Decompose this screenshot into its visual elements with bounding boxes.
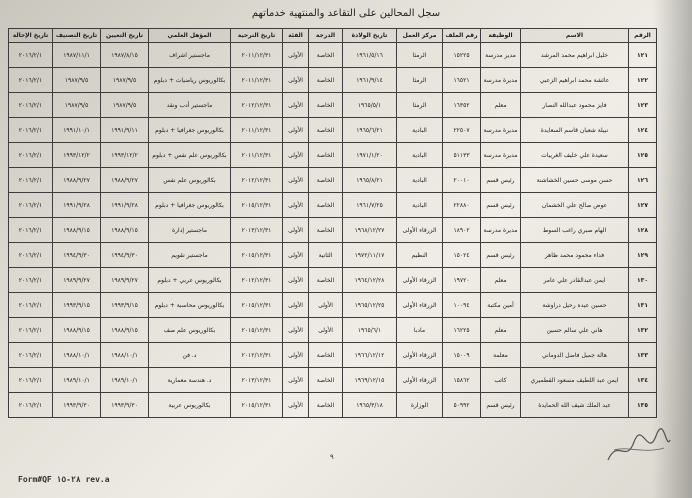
table-cell: ٢٠١٦/٢/١	[9, 293, 53, 318]
table-cell: ١٩٨٧/٩/٥	[101, 68, 149, 93]
table-cell: ١٦٢٢٥	[443, 318, 481, 343]
table-cell: الرمثا	[397, 43, 443, 68]
table-cell: النظيم	[397, 243, 443, 268]
table-cell: ١٩٦٥/٦/١	[343, 318, 397, 343]
table-cell: حسين عيده رحيل دراوشة	[521, 293, 629, 318]
table-row	[9, 268, 657, 293]
table-row	[9, 168, 657, 193]
table-cell: الرمثا	[397, 68, 443, 93]
table-cell: ١٢٤	[629, 118, 657, 143]
table-cell: ١٢٣	[629, 93, 657, 118]
table-cell: ٢٠١٥/١٢/٣١	[231, 293, 283, 318]
table-cell: ٢٠١٢/١٢/٣١	[231, 168, 283, 193]
table-cell: الأولى	[283, 293, 309, 318]
table-cell: الخاصة	[309, 268, 343, 293]
table-cell: معلم	[481, 268, 521, 293]
table-row	[9, 118, 657, 143]
table-cell: ١٩٨٧/١١/١	[53, 43, 101, 68]
table-cell: ٢٠١١/١٢/٣١	[231, 118, 283, 143]
table-cell: ١٩٩٣/١٢/٢	[53, 143, 101, 168]
table-cell: ١٩٦٥/٦/٢١	[343, 118, 397, 143]
table-cell: ١٣٣	[629, 343, 657, 368]
table-row	[9, 218, 657, 243]
table-cell: الخاصة	[309, 393, 343, 418]
column-header: الفئة	[283, 29, 309, 43]
table-cell: ١٣٥	[629, 393, 657, 418]
table-cell: ماجستير إدارة	[149, 218, 231, 243]
column-header: الدرجة	[309, 29, 343, 43]
table-cell: ٢٠١٦/٢/١	[9, 343, 53, 368]
table-row	[9, 68, 657, 93]
table-cell: ١٩٨٩/١٠/١	[53, 368, 101, 393]
table-cell: عائشة محمد ابراهيم الزعبي	[521, 68, 629, 93]
table-cell: ٢٠١٦/٢/١	[9, 93, 53, 118]
table-cell: ١٢٩	[629, 243, 657, 268]
table-cell: ٢٠١٦/٢/١	[9, 218, 53, 243]
table-cell: بكالوريوس علم صف	[149, 318, 231, 343]
table-cell: ١٩٨٨/٩/١٥	[53, 318, 101, 343]
table-cell: ١٩٦٥/٣/١٨	[343, 393, 397, 418]
table-cell: ١٢٨	[629, 218, 657, 243]
table-cell: ١٩٨٩/٩/٢٧	[101, 268, 149, 293]
table-cell: الأولى	[283, 43, 309, 68]
table-cell: ٢٠١٦/٢/١	[9, 43, 53, 68]
table-cell: ٥١١٣٣	[443, 143, 481, 168]
table-cell: البادية	[397, 143, 443, 168]
table-cell: الأولى	[283, 243, 309, 268]
table-cell: ايمن عبد اللطيف مسعود القطميري	[521, 368, 629, 393]
table-cell: الخاصة	[309, 68, 343, 93]
table-cell: ١٩٩٤/٩/٣٠	[53, 243, 101, 268]
table-cell: ١٩٦١/٥/١٦	[343, 43, 397, 68]
table-cell: ١٩٦١/٩/١٤	[343, 68, 397, 93]
table-cell: ١٩٨٧/٨/١٥	[101, 43, 149, 68]
table-cell: ١٩٨٨/٩/١٥	[101, 218, 149, 243]
table-cell: الخاصة	[309, 143, 343, 168]
table-cell: رئيس قسم	[481, 243, 521, 268]
table-cell: الزرقاء الأولى	[397, 343, 443, 368]
table-cell: ٢٠١٥/١٢/٣١	[231, 193, 283, 218]
signature-scribble	[604, 420, 674, 470]
table-row	[9, 243, 657, 268]
table-cell: ٥٠٩٩٢	[443, 393, 481, 418]
table-cell: الخاصة	[309, 168, 343, 193]
table-cell: ١٩٩٣/٩/١٥	[53, 293, 101, 318]
table-row	[9, 343, 657, 368]
table-cell: ١٩٦٥/٨/٢١	[343, 168, 397, 193]
table-cell: ١٣٤	[629, 368, 657, 393]
table-cell: ماجستير اشراف	[149, 43, 231, 68]
table-row	[9, 193, 657, 218]
table-cell: الزرقاء الأولى	[397, 268, 443, 293]
table-cell: بكالوريوس رياضيات + دبلوم	[149, 68, 231, 93]
table-cell: بكالوريوس جغرافيا + دبلوم	[149, 118, 231, 143]
table-cell: الأولى	[283, 218, 309, 243]
table-cell: ١٩٧٢/١١/١٧	[343, 243, 397, 268]
table-cell: ٢٠١٢/١٢/٣١	[231, 343, 283, 368]
table-cell: الزرقاء الأولى	[397, 218, 443, 243]
table-cell: البادية	[397, 193, 443, 218]
table-cell: الثانية	[309, 243, 343, 268]
table-cell: عوض صالح علي الخشمان	[521, 193, 629, 218]
table-cell: الرمثا	[397, 93, 443, 118]
table-cell: هالة جميل فاضل الدوماني	[521, 343, 629, 368]
records-sheet	[8, 28, 656, 418]
table-cell: ١٦٣٥٢	[443, 93, 481, 118]
table-cell: بكالوريوس علم نفس	[149, 168, 231, 193]
column-header: مركز العمل	[397, 29, 443, 43]
document-title: سجل المحالين على التقاعد والمنتهية خدماتهم	[251, 8, 441, 19]
table-cell: ايمن عبدالقادر علي عامر	[521, 268, 629, 293]
table-cell: الأولى	[309, 318, 343, 343]
table-cell: الهام صبري راغب السوط	[521, 218, 629, 243]
column-header: تاريخ التصنيف	[53, 29, 101, 43]
table-cell: ١٢٦	[629, 168, 657, 193]
table-cell: ١٩٨٨/٩/١٥	[101, 318, 149, 343]
table-cell: ٢٠٠١٠	[443, 168, 481, 193]
column-header: المؤهل العلمي	[149, 29, 231, 43]
table-cell: معلم	[481, 318, 521, 343]
header-row	[9, 29, 657, 43]
table-row	[9, 318, 657, 343]
table-cell: رئيس قسم	[481, 193, 521, 218]
table-cell: ١٩٨٨/٩/٢٧	[101, 168, 149, 193]
table-cell: الأولى	[283, 343, 309, 368]
table-cell: كاتب	[481, 368, 521, 393]
table-cell: الأولى	[283, 143, 309, 168]
table-row	[9, 393, 657, 418]
table-cell: ٢٠١٦/٢/١	[9, 368, 53, 393]
table-cell: ١٩٨٧/٩/٥	[53, 93, 101, 118]
table-cell: ١٢١	[629, 43, 657, 68]
table-cell: سعيدة علي خليف الغريبات	[521, 143, 629, 168]
table-cell: ١٩٩٣/١٢/٢	[101, 143, 149, 168]
table-cell: ٢٠١٥/١٢/٣١	[231, 243, 283, 268]
table-cell: مديرة مدرسة	[481, 218, 521, 243]
column-header: تاريخ الولادة	[343, 29, 397, 43]
table-cell: ٢٢٥٠٧	[443, 118, 481, 143]
table-cell: أمين مكتبة	[481, 293, 521, 318]
table-cell: ١٣٢	[629, 318, 657, 343]
table-cell: نبيلة شعبان قاسم السعايدة	[521, 118, 629, 143]
table-cell: ١٩٩٣/٩/٣٠	[53, 393, 101, 418]
table-cell: ١٩٨٨/١٠/١	[53, 343, 101, 368]
table-cell: الوزارة	[397, 393, 443, 418]
table-cell: مديرة مدرسة	[481, 118, 521, 143]
table-cell: ٢٠١٦/٢/١	[9, 118, 53, 143]
table-cell: الخاصة	[309, 343, 343, 368]
table-cell: رئيس قسم	[481, 393, 521, 418]
table-cell: ١٩٩٤/٩/٣٠	[101, 243, 149, 268]
table-cell: ١٣٠	[629, 268, 657, 293]
form-code: Form#QF ٢٨-١٥ rev.a	[18, 475, 110, 484]
table-cell: ١٩٦٥/١٢/٢٥	[343, 293, 397, 318]
table-cell: ٢٢٨٨٠	[443, 193, 481, 218]
table-cell: ٢٠١٥/١٢/٣١	[231, 318, 283, 343]
table-cell: بكالوريوس محاسبة + دبلوم	[149, 293, 231, 318]
table-cell: الأولى	[283, 68, 309, 93]
table-cell: ١٩٦٦/١٢/١٢	[343, 343, 397, 368]
table-cell: ١٩٩٣/٩/٣٠	[101, 393, 149, 418]
table-cell: ١٢٢	[629, 68, 657, 93]
table-cell: ١٦٥٢١	[443, 68, 481, 93]
table-cell: الأولى	[283, 368, 309, 393]
table-header	[9, 29, 657, 43]
table-cell: ١٩٦٥/٥/١	[343, 93, 397, 118]
table-cell: ٢٠١٣/١٢/٣١	[231, 368, 283, 393]
column-header: رقم الملف	[443, 29, 481, 43]
table-body	[9, 43, 657, 418]
table-cell: ١٠٠٩٤	[443, 293, 481, 318]
table-cell: ١٩٦٨/١٢/٢٧	[343, 218, 397, 243]
page-number: ٩	[330, 453, 334, 461]
table-cell: ١٩٨٨/٩/١٥	[53, 218, 101, 243]
table-cell: ١٩٩١/٩/٢٨	[101, 193, 149, 218]
table-cell: فايز محمود عبدالله النصار	[521, 93, 629, 118]
table-cell: الخاصة	[309, 93, 343, 118]
table-cell: الأولى	[283, 268, 309, 293]
table-row	[9, 368, 657, 393]
table-cell: ١٢٥	[629, 143, 657, 168]
table-cell: د. هندسة معمارية	[149, 368, 231, 393]
table-row	[9, 293, 657, 318]
table-cell: بكالوريوس عربية	[149, 393, 231, 418]
table-cell: ١٩٨٧/٩/٥	[53, 68, 101, 93]
table-cell: ٢٠١٦/٢/١	[9, 243, 53, 268]
table-cell: الأولى	[309, 293, 343, 318]
table-cell: ١٩٨٩/٩/٢٧	[53, 268, 101, 293]
table-cell: ٢٠١١/١٢/٣١	[231, 43, 283, 68]
table-cell: ٢٠١١/١٢/٣١	[231, 143, 283, 168]
table-row	[9, 43, 657, 68]
table-cell: ٢٠١٦/٢/١	[9, 268, 53, 293]
table-cell: ١٩٦١/٧/٢٥	[343, 193, 397, 218]
table-cell: عبد الملك شيف الله الحمايدة	[521, 393, 629, 418]
table-cell: ١٩٦٤/١٢/٢٨	[343, 268, 397, 293]
table-row	[9, 93, 657, 118]
table-cell: معلم	[481, 93, 521, 118]
table-cell: ٢٠١٦/٢/١	[9, 393, 53, 418]
table-cell: مدير مدرسة	[481, 43, 521, 68]
table-cell: البادية	[397, 168, 443, 193]
table-row	[9, 143, 657, 168]
table-cell: ١٨٩٠٢	[443, 218, 481, 243]
table-cell: الزرقاء الأولى	[397, 368, 443, 393]
table-cell: ٢٠١٢/١٢/٣١	[231, 268, 283, 293]
table-cell: ١٩٦٩/١٢/١٥	[343, 368, 397, 393]
table-cell: د. فن	[149, 343, 231, 368]
table-cell: رئيس قسم	[481, 168, 521, 193]
table-cell: ١٩٩٣/٩/١٥	[101, 293, 149, 318]
table-cell: الخاصة	[309, 118, 343, 143]
table-cell: ٢٠١٥/١٢/٣١	[231, 393, 283, 418]
table-cell: الأولى	[283, 193, 309, 218]
table-cell: ١٣١	[629, 293, 657, 318]
table-cell: مديرة مدرسة	[481, 68, 521, 93]
table-cell: ١٥٠٢٤	[443, 243, 481, 268]
table-cell: بكالوريوس جغرافيا + دبلوم	[149, 193, 231, 218]
table-cell: الأولى	[283, 318, 309, 343]
table-cell: الخاصة	[309, 43, 343, 68]
table-cell: خليل ابراهيم محمد المرشد	[521, 43, 629, 68]
column-header: الاسم	[521, 29, 629, 43]
table-cell: ١٩٨٨/١٠/١	[101, 343, 149, 368]
table-cell: ١٩٨٩/١٠/١	[101, 368, 149, 393]
table-cell: ١٩٨٧/٩/٥	[101, 93, 149, 118]
table-cell: ٢٠١٦/٢/١	[9, 193, 53, 218]
table-cell: الأولى	[283, 168, 309, 193]
table-cell: ١٩٩١/٩/١١	[101, 118, 149, 143]
table-cell: حسن موسى حسين الخشاشنة	[521, 168, 629, 193]
table-cell: الزرقاء الأولى	[397, 293, 443, 318]
table-cell: الخاصة	[309, 368, 343, 393]
retirees-table	[8, 28, 657, 418]
table-cell: ٢٠١٦/٢/١	[9, 68, 53, 93]
column-header: الوظيفة	[481, 29, 521, 43]
column-header: تاريخ الترحية	[231, 29, 283, 43]
column-header: تاريخ الإحالة	[9, 29, 53, 43]
table-cell: ماجستير أدب ونقد	[149, 93, 231, 118]
table-cell: ٢٠١٦/٢/١	[9, 143, 53, 168]
column-header: الرقم	[629, 29, 657, 43]
table-cell: ١٥٢٢٥	[443, 43, 481, 68]
table-cell: الأولى	[283, 93, 309, 118]
table-cell: بكالوريوس عربي + دبلوم	[149, 268, 231, 293]
table-cell: ٢٠١١/١٢/٣١	[231, 68, 283, 93]
table-cell: الخاصة	[309, 218, 343, 243]
table-cell: هاني علي سالم حسين	[521, 318, 629, 343]
table-cell: ١٢٧	[629, 193, 657, 218]
table-cell: فداء محمود محمد ظاهر	[521, 243, 629, 268]
table-cell: بكالوريوس علم نفس + دبلوم	[149, 143, 231, 168]
table-cell: ٢٠١٦/٢/١	[9, 318, 53, 343]
table-cell: ١٩٧٢٠	[443, 268, 481, 293]
table-cell: ٢٠١٦/٢/١	[9, 168, 53, 193]
table-cell: ١٥٠٠٩	[443, 343, 481, 368]
table-cell: معلمة	[481, 343, 521, 368]
table-cell: مديرة مدرسة	[481, 143, 521, 168]
table-cell: ٢٠١٢/١٢/٣١	[231, 93, 283, 118]
column-header: تاريخ التعيين	[101, 29, 149, 43]
table-cell: الخاصة	[309, 193, 343, 218]
table-cell: ١٩٩١/٩/٢٨	[53, 193, 101, 218]
table-cell: ٢٠١٣/١٢/٣١	[231, 218, 283, 243]
table-cell: ١٩٩١/١٠/١	[53, 118, 101, 143]
table-cell: الأولى	[283, 118, 309, 143]
table-cell: الأولى	[283, 393, 309, 418]
table-cell: البادية	[397, 118, 443, 143]
table-cell: ماجستير تقويم	[149, 243, 231, 268]
table-cell: مادبا	[397, 318, 443, 343]
table-cell: ١٥٨٦٢	[443, 368, 481, 393]
table-cell: ١٩٨٨/٩/٢٧	[53, 168, 101, 193]
table-cell: ١٩٧١/١/٢٠	[343, 143, 397, 168]
